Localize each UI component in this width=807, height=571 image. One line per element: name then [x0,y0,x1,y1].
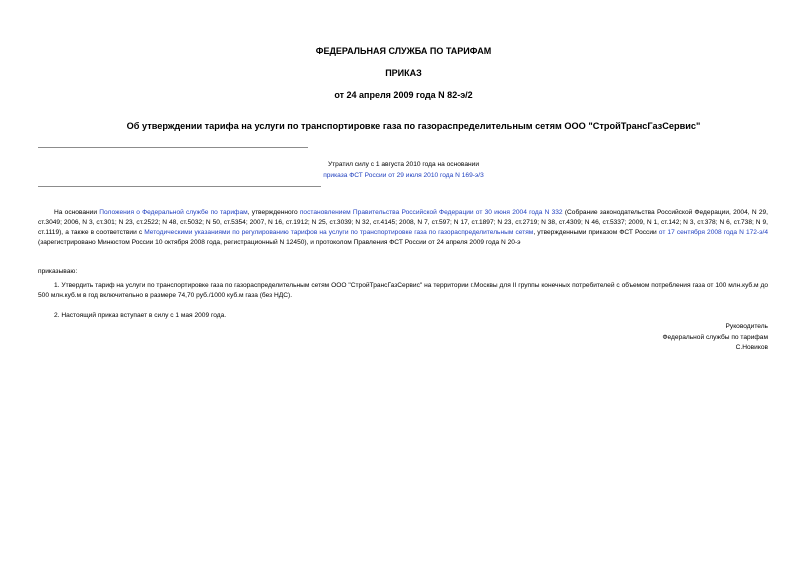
divider-bottom [38,186,321,187]
signature-position: Руководитель [725,323,768,330]
document-title: Об утверждении тарифа на услуги по транспортировке газа по газораспределительным сетям ООО "СтройТрансГазСервис" [126,121,701,131]
link-regulation[interactable]: Положения о Федеральной службе по тарифам [99,209,248,216]
preamble-text-3: (Собрание законодательства Российской Федерации, 2004, N 29, ст.3049; 2006, N 3, ст.301; N 23, ст.2522; N 48, ст.5032; N 50, ст.5354; 2007, N 16, ст.1912; N 25, ст.3039; N 32, ст.4145; 2008, N 7, ст.597; N 17, ст.1897; N 23, ст.2719; N 38, ст.4309; N 46, ст.5337; 2009, N 1, ст.142; N 3, ст.378; N 6, ст.738; N 9, ст.1119), а также в соответствии с [38,209,768,236]
link-fst-order[interactable]: от 17 сентября 2008 года N 172-э/4 [658,229,769,236]
preamble-paragraph [38,208,768,248]
agency-name: ФЕДЕРАЛЬНАЯ СЛУЖБА ПО ТАРИФАМ [315,46,492,56]
signature-name: С.Новиков [735,344,768,351]
order-word: приказываю: [38,268,78,275]
preamble-text-4: , утвержденными приказом ФСТ России [533,229,659,236]
order-item-2: 2. Настоящий приказ вступает в силу с 1 мая 2009 года. [54,312,227,319]
document-type: ПРИКАЗ [385,68,422,78]
signature-organization: Федеральной службы по тарифам [662,334,768,341]
divider-top [38,147,308,148]
status-link[interactable]: приказа ФСТ России от 29 июля 2010 года N 169-э/3 [323,172,484,179]
order-item-1: 1. Утвердить тариф на услуги по транспортировке газа по газораспределительным сетям ООО "СтройТрансГазСервис" на территории г.Москвы для II группы конечных потребителей с объемом потребления газа от 100 млн.куб.м до 500 млн.куб.м в год включительно в размере 74,70 руб./1000 куб.м газа (без НДС). [38,282,768,299]
link-methodical-guidelines[interactable]: Методическими указаниями по регулированию тарифов на услуги по транспортировке газа по газораспределительным сетям [144,229,534,236]
preamble-text-2: , утвержденного [247,209,300,216]
status-note-line2 [0,170,807,181]
status-note: Утратил силу с 1 августа 2010 года на основании [327,161,480,168]
preamble-text-5: (зарегистрировано Минюстом России 10 октября 2008 года, регистрационный N 12450), и протоколом Правления ФСТ России от 24 апреля 2009 года N 20-э [38,239,521,246]
document-date-number: от 24 апреля 2009 года N 82-э/2 [334,90,473,100]
link-government-decree[interactable]: постановлением Правительства Российской Федерации от 30 июня 2004 года N 332 [299,209,563,216]
preamble-text-1: На основании [54,209,100,216]
